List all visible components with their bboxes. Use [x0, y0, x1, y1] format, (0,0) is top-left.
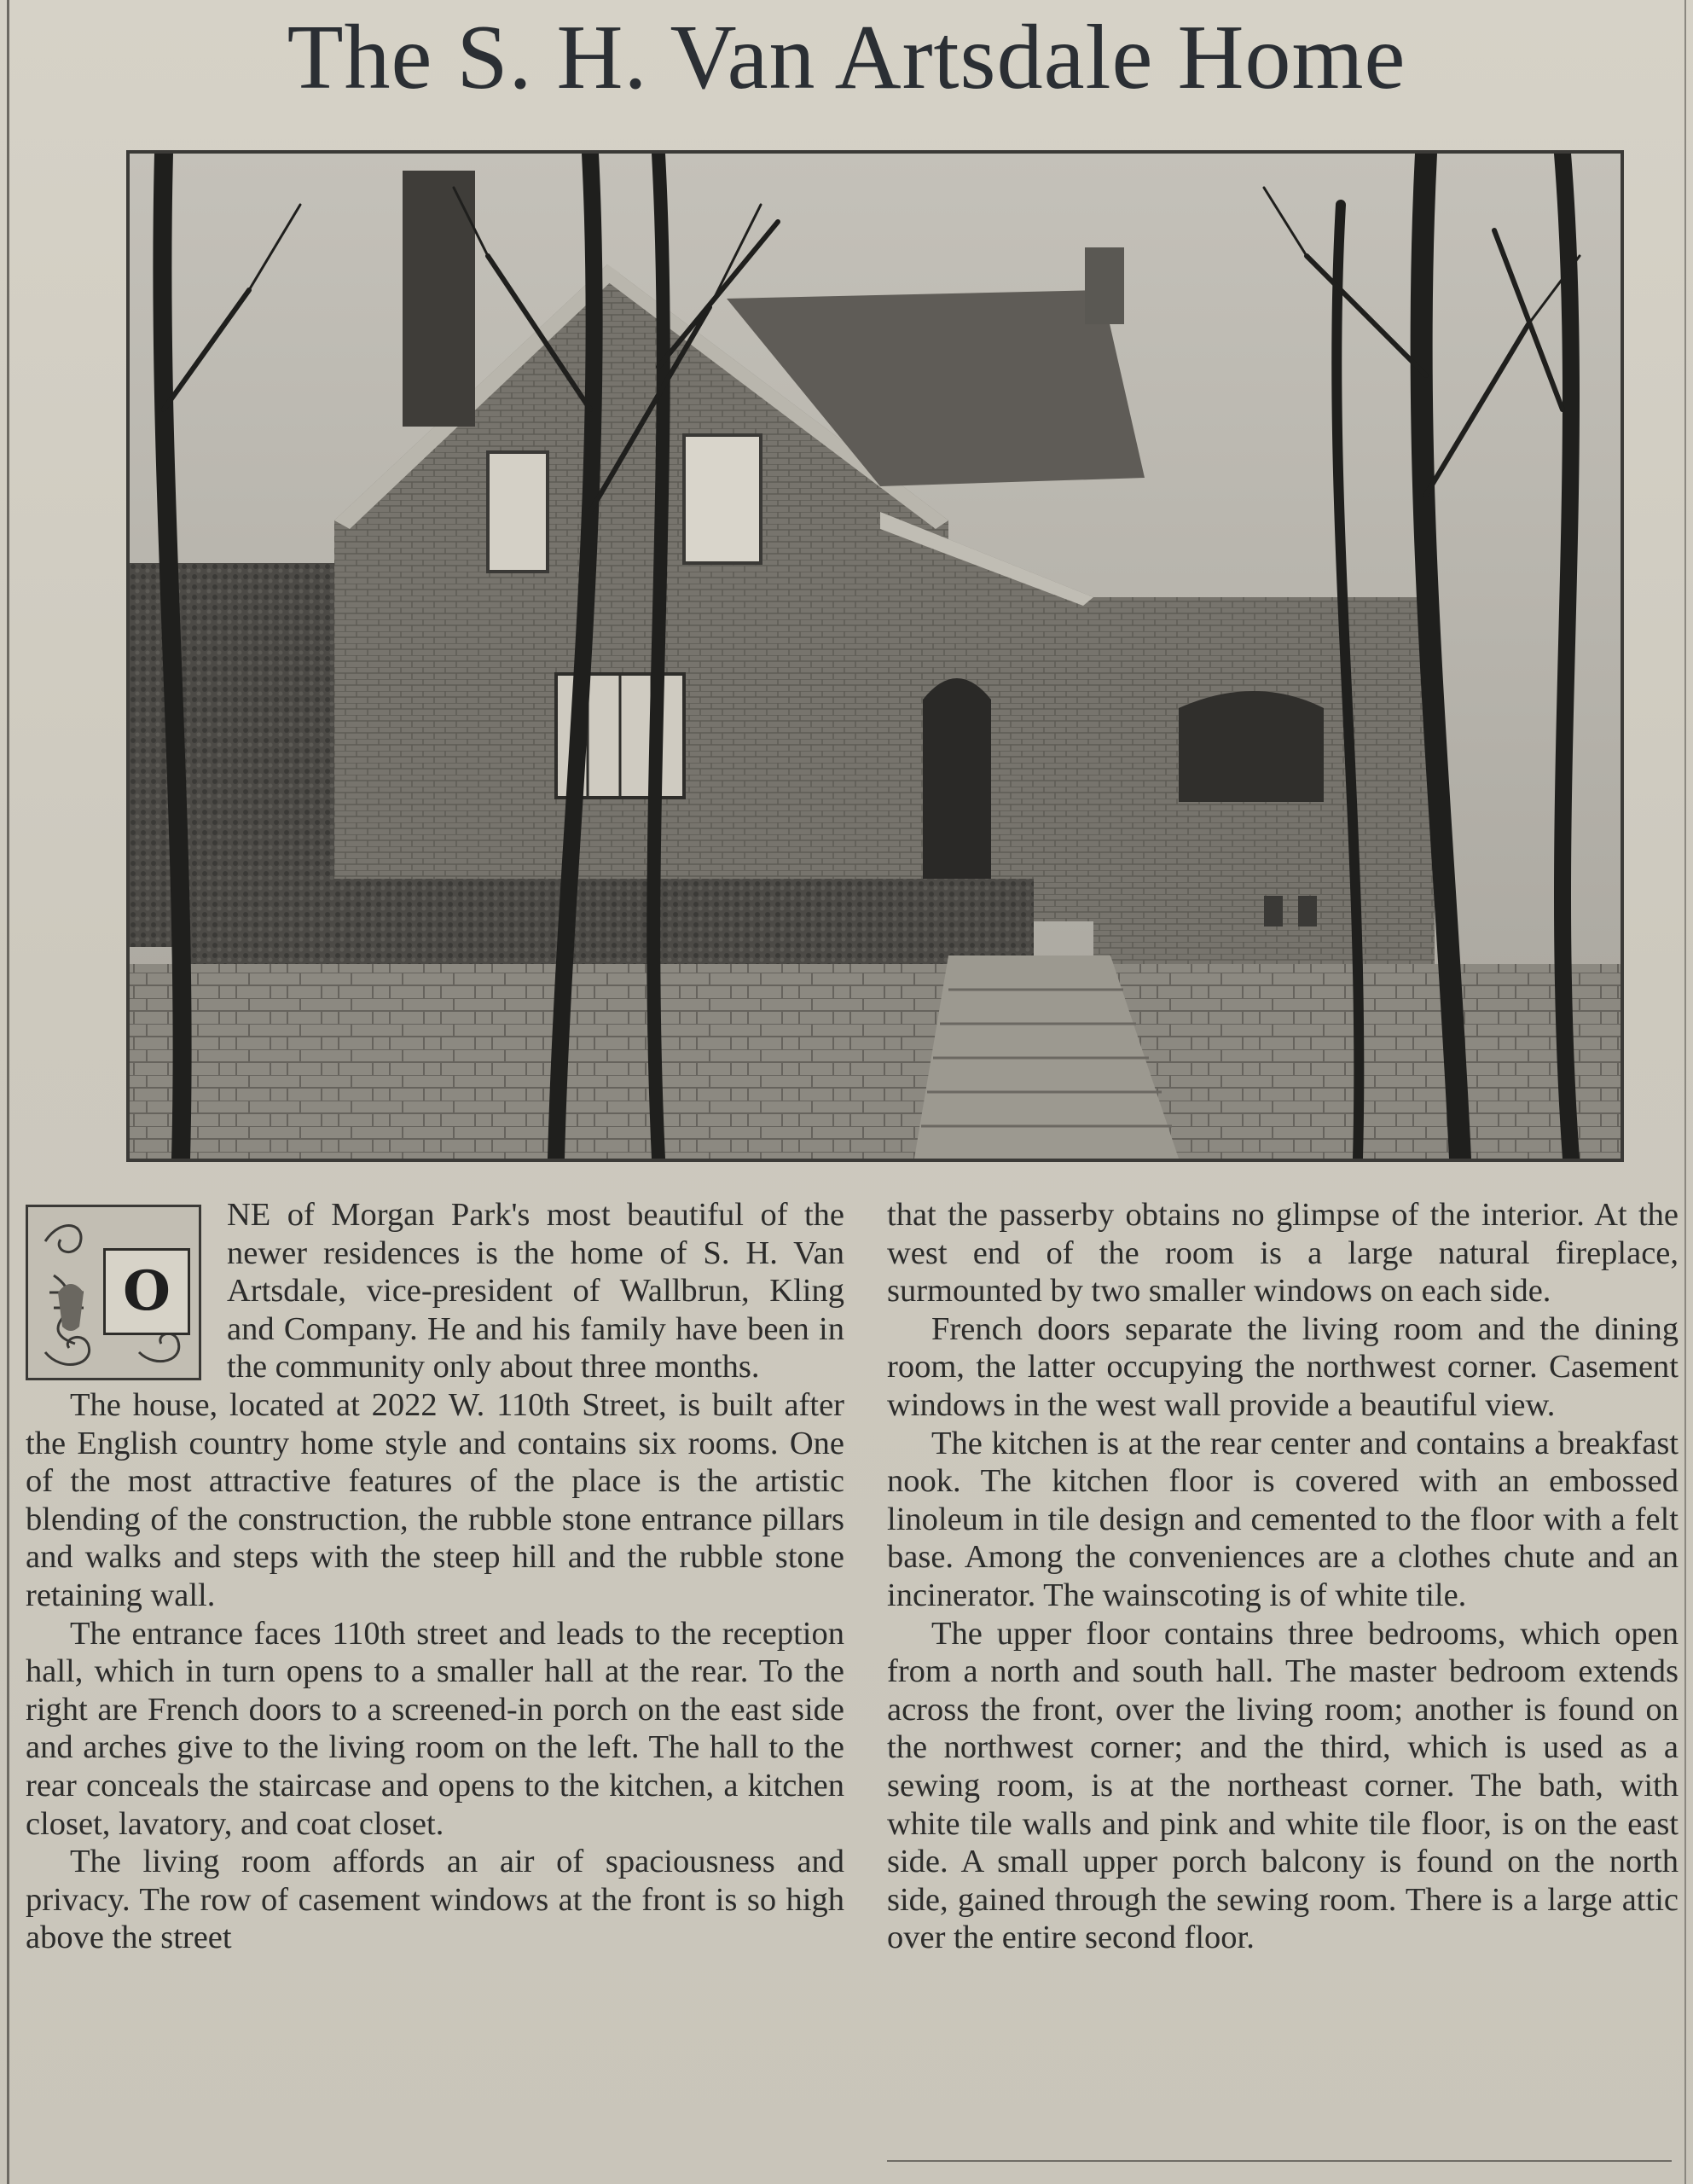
paragraph-3: The entrance faces 110th street and leads to the reception hall, which in turn opens to a smaller hall at the rear. To the right are French doors to a screened-in porch on the east side and arches give to the living room on the left. The hall to the rear conceals the staircase and opens to the kitchen, a kitchen closet, lavatory, and coat closet.: [26, 1615, 844, 1842]
drop-cap-ornament: [26, 1205, 201, 1380]
article-right-column: [887, 1196, 1679, 1957]
house-photograph: [126, 150, 1624, 1162]
article-title: The S. H. Van Artsdale Home: [287, 7, 1406, 108]
paragraph-4: The living room affords an air of spaciousness and privacy. The row of casement windows at the front is so high above the street: [26, 1844, 844, 1956]
paragraph-8: The upper floor contains three bedrooms, which open from a north and south hall. The master bedroom extends across the front, over the living room; another is found on the northwest corner; and the third, which is used as a sewing room, is at the northeast corner. The bath, with white tile walls and pink and white tile floor, is on the east side. A small upper porch balcony is found on the north side, gained through the sewing room. There is a large attic over the entire second floor.: [887, 1615, 1679, 1956]
drop-cap-letter: O: [123, 1259, 171, 1323]
paragraph-7: The kitchen is at the rear center and contains a breakfast nook. The kitchen floor is covered with an embossed linoleum in tile design and cemented to the floor with a felt base. Among the conveniences are a clothes chute and an incinerator. The wainscoting is of white tile.: [887, 1425, 1679, 1613]
paragraph-2: The house, located at 2022 W. 110th Street, is built after the English country home style and contains six rooms. One of the most attractive features of the place is the artistic blending of the construction, the rubble stone entrance pillars and walks and steps with the steep hill and the rubble stone retaining wall.: [26, 1386, 844, 1613]
drop-cap-box: [103, 1248, 190, 1335]
paragraph-6: French doors separate the living room and the dining room, the latter occupying the northwest corner. Casement windows in the west wall provide a beautiful view.: [887, 1310, 1679, 1423]
house-photo-image: [130, 154, 1621, 1159]
page-edge-left: [7, 0, 9, 2184]
column-bottom-rule: [887, 2160, 1672, 2162]
paragraph-5: that the passerby obtains no glimpse of the interior. At the west end of the room is a large natural fireplace, surmounted by two smaller windows on each side.: [887, 1197, 1679, 1310]
page-edge-right: [1684, 0, 1686, 2184]
paragraph-1: NE of Morgan Park's most beautiful of the newer residences is the home of S. H. Van Artsdale, vice-president of Wallbrun, Kling and Company. He and his family have been in the community only about three months.: [227, 1197, 844, 1385]
